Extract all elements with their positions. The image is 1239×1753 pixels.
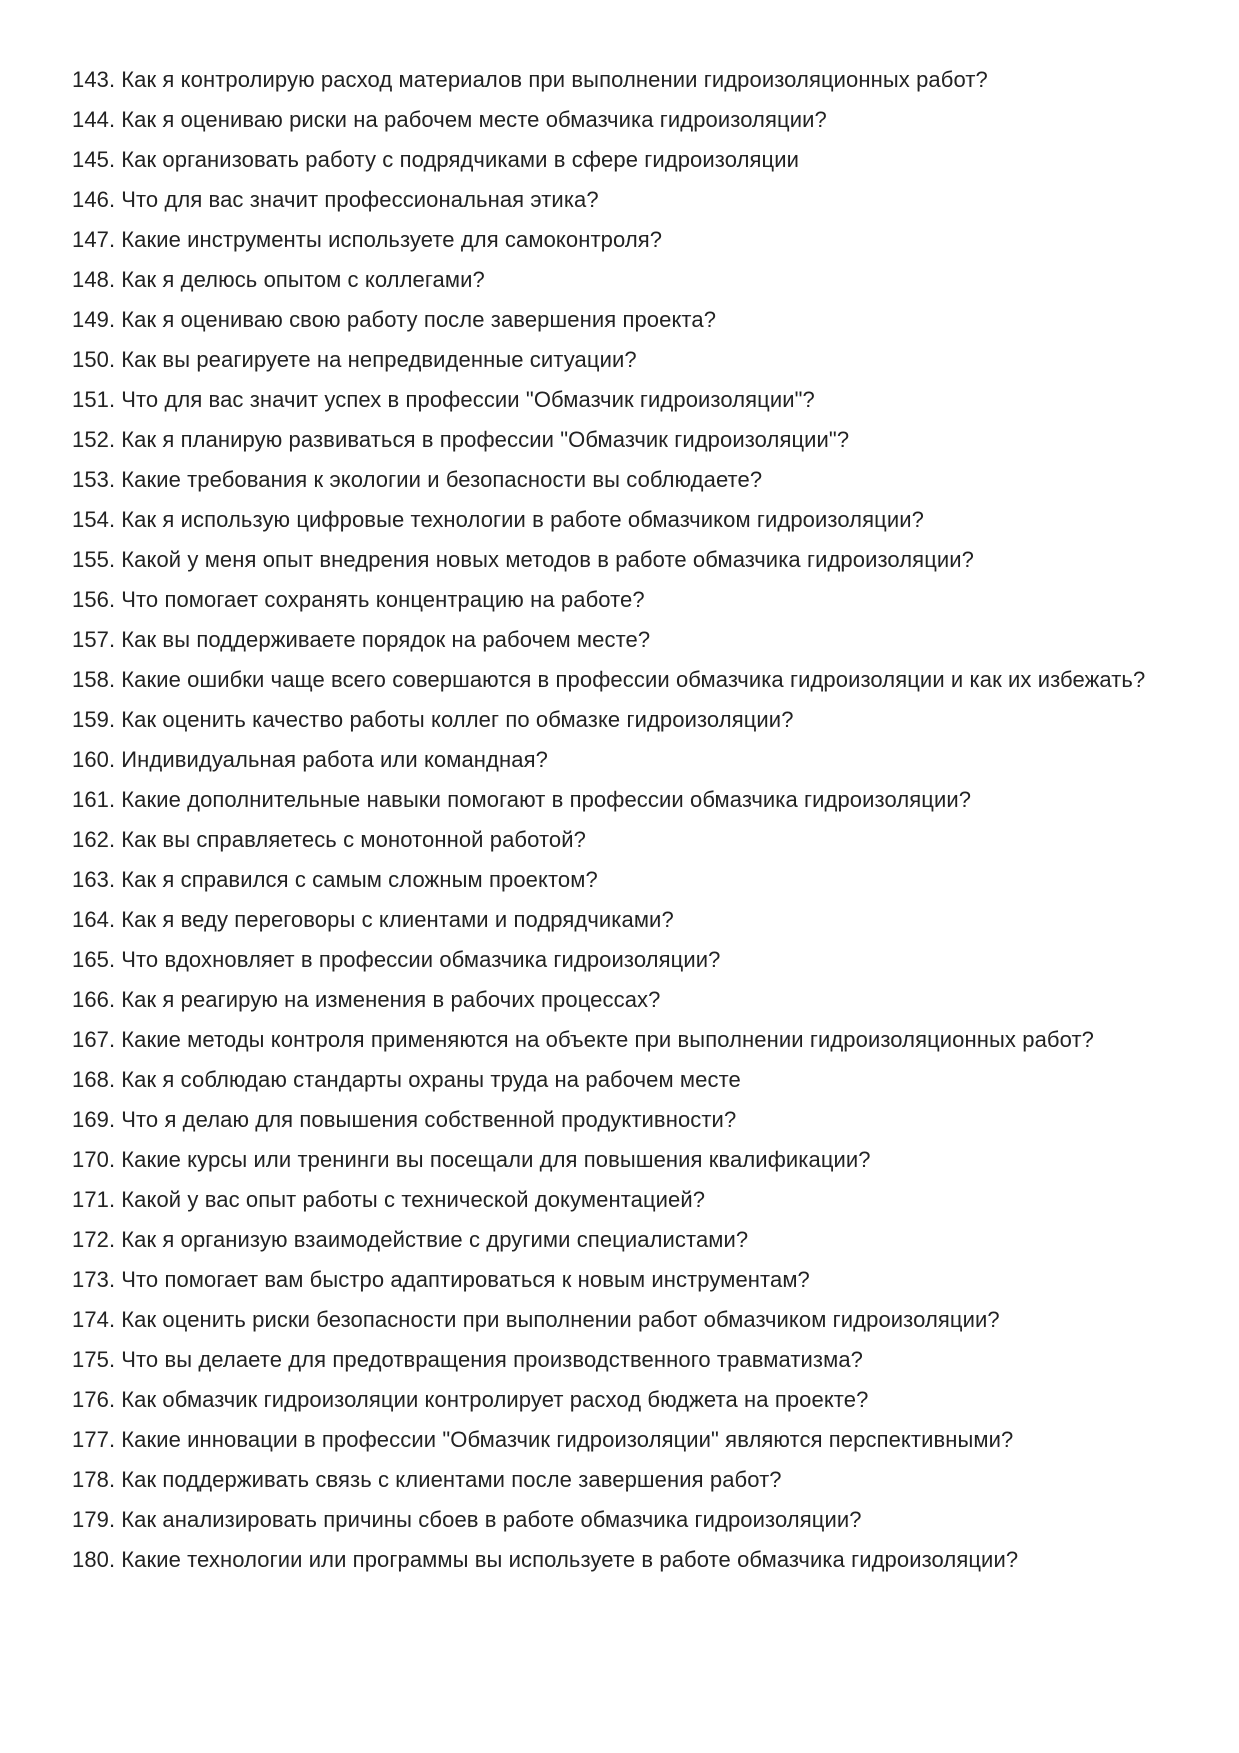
question-text: Как анализировать причины сбоев в работе обмазчика гидроизоляции? — [121, 1507, 862, 1532]
question-text: Какой у меня опыт внедрения новых методов в работе обмазчика гидроизоляции? — [121, 547, 975, 572]
question-item — [72, 900, 1152, 940]
question-number: 147. — [72, 227, 116, 252]
question-text: Какие технологии или программы вы используете в работе обмазчика гидроизоляции? — [121, 1547, 1019, 1572]
question-number: 145. — [72, 147, 116, 172]
question-item — [72, 540, 1152, 580]
question-number: 174. — [72, 1307, 116, 1332]
question-text: Какие требования к экологии и безопасности вы соблюдаете? — [121, 467, 763, 492]
question-text: Как я оцениваю риски на рабочем месте обмазчика гидроизоляции? — [121, 107, 827, 132]
question-item — [72, 1100, 1152, 1140]
question-text: Как я организую взаимодействие с другими специалистами? — [121, 1227, 749, 1252]
question-item — [72, 1340, 1152, 1380]
question-number: 162. — [72, 827, 116, 852]
question-number: 149. — [72, 307, 116, 332]
question-text: Как я делюсь опытом с коллегами? — [121, 267, 485, 292]
question-item — [72, 660, 1152, 700]
question-number: 163. — [72, 867, 116, 892]
question-item — [72, 1020, 1152, 1060]
question-text: Какие методы контроля применяются на объекте при выполнении гидроизоляционных работ? — [121, 1027, 1094, 1052]
question-item — [72, 460, 1152, 500]
question-item — [72, 1380, 1152, 1420]
question-text: Какие инновации в профессии "Обмазчик гидроизоляции" являются перспективными? — [121, 1427, 1014, 1452]
question-text: Что помогает сохранять концентрацию на работе? — [121, 587, 645, 612]
question-text: Что помогает вам быстро адаптироваться к новым инструментам? — [121, 1267, 810, 1292]
question-text: Что для вас значит профессиональная этика? — [121, 187, 599, 212]
question-number: 171. — [72, 1187, 116, 1212]
question-number: 169. — [72, 1107, 116, 1132]
question-item — [72, 820, 1152, 860]
question-text: Индивидуальная работа или командная? — [121, 747, 548, 772]
question-number: 155. — [72, 547, 116, 572]
question-text: Как поддерживать связь с клиентами после завершения работ? — [121, 1467, 782, 1492]
question-number: 166. — [72, 987, 116, 1012]
question-number: 148. — [72, 267, 116, 292]
question-item — [72, 260, 1152, 300]
question-number: 161. — [72, 787, 116, 812]
question-number: 165. — [72, 947, 116, 972]
question-number: 143. — [72, 67, 116, 92]
question-text: Как я справился с самым сложным проектом? — [121, 867, 598, 892]
question-item — [72, 780, 1152, 820]
question-text: Как обмазчик гидроизоляции контролирует расход бюджета на проекте? — [121, 1387, 869, 1412]
question-number: 157. — [72, 627, 116, 652]
question-text: Как вы поддерживаете порядок на рабочем месте? — [121, 627, 651, 652]
question-number: 177. — [72, 1427, 116, 1452]
question-text: Как вы справляетесь с монотонной работой? — [121, 827, 586, 852]
question-number: 159. — [72, 707, 116, 732]
question-item — [72, 1060, 1152, 1100]
question-text: Какие инструменты используете для самоконтроля? — [121, 227, 663, 252]
question-text: Что я делаю для повышения собственной продуктивности? — [121, 1107, 737, 1132]
question-item — [72, 180, 1152, 220]
question-number: 173. — [72, 1267, 116, 1292]
question-text: Как я соблюдаю стандарты охраны труда на рабочем месте — [121, 1067, 741, 1092]
question-text: Как вы реагируете на непредвиденные ситуации? — [121, 347, 637, 372]
question-text: Как я реагирую на изменения в рабочих процессах? — [121, 987, 661, 1012]
question-number: 152. — [72, 427, 116, 452]
question-item — [72, 980, 1152, 1020]
question-item — [72, 100, 1152, 140]
question-number: 160. — [72, 747, 116, 772]
question-number: 175. — [72, 1347, 116, 1372]
question-number: 178. — [72, 1467, 116, 1492]
question-item — [72, 1220, 1152, 1260]
question-text: Как оценить качество работы коллег по обмазке гидроизоляции? — [121, 707, 794, 732]
question-item — [72, 860, 1152, 900]
question-text: Какие ошибки чаще всего совершаются в профессии обмазчика гидроизоляции и как их избежать? — [121, 667, 1146, 692]
question-item — [72, 380, 1152, 420]
question-number: 170. — [72, 1147, 116, 1172]
question-number: 158. — [72, 667, 116, 692]
question-text: Как я планирую развиваться в профессии "Обмазчик гидроизоляции"? — [121, 427, 850, 452]
question-item — [72, 1500, 1152, 1540]
question-text: Какой у вас опыт работы с технической документацией? — [121, 1187, 706, 1212]
question-number: 151. — [72, 387, 116, 412]
question-number: 144. — [72, 107, 116, 132]
question-item — [72, 60, 1152, 100]
question-text: Как я контролирую расход материалов при выполнении гидроизоляционных работ? — [121, 67, 988, 92]
question-number: 172. — [72, 1227, 116, 1252]
question-item — [72, 140, 1152, 180]
question-number: 176. — [72, 1387, 116, 1412]
question-text: Что для вас значит успех в профессии "Обмазчик гидроизоляции"? — [121, 387, 815, 412]
question-item — [72, 1300, 1152, 1340]
question-number: 156. — [72, 587, 116, 612]
question-item — [72, 740, 1152, 780]
question-list — [72, 60, 1152, 1580]
question-text: Какие дополнительные навыки помогают в профессии обмазчика гидроизоляции? — [121, 787, 972, 812]
question-text: Как оценить риски безопасности при выполнении работ обмазчиком гидроизоляции? — [121, 1307, 1000, 1332]
question-item — [72, 620, 1152, 660]
question-item — [72, 300, 1152, 340]
question-item — [72, 1540, 1152, 1580]
question-item — [72, 1140, 1152, 1180]
question-number: 150. — [72, 347, 116, 372]
question-text: Что вдохновляет в профессии обмазчика гидроизоляции? — [121, 947, 721, 972]
question-item — [72, 1460, 1152, 1500]
question-item — [72, 420, 1152, 460]
question-text: Как я использую цифровые технологии в работе обмазчиком гидроизоляции? — [121, 507, 924, 532]
question-number: 167. — [72, 1027, 116, 1052]
question-text: Что вы делаете для предотвращения производственного травматизма? — [121, 1347, 864, 1372]
question-number: 180. — [72, 1547, 116, 1572]
question-item — [72, 1420, 1152, 1460]
question-number: 179. — [72, 1507, 116, 1532]
question-item — [72, 220, 1152, 260]
question-item — [72, 1180, 1152, 1220]
question-text: Как организовать работу с подрядчиками в сфере гидроизоляции — [121, 147, 799, 172]
question-number: 154. — [72, 507, 116, 532]
question-text: Как я веду переговоры с клиентами и подрядчиками? — [121, 907, 674, 932]
question-item — [72, 700, 1152, 740]
question-number: 168. — [72, 1067, 116, 1092]
question-number: 146. — [72, 187, 116, 212]
question-item — [72, 940, 1152, 980]
question-number: 153. — [72, 467, 116, 492]
question-item — [72, 1260, 1152, 1300]
question-item — [72, 500, 1152, 540]
question-text: Как я оцениваю свою работу после завершения проекта? — [121, 307, 717, 332]
question-number: 164. — [72, 907, 116, 932]
question-item — [72, 340, 1152, 380]
question-item — [72, 580, 1152, 620]
question-text: Какие курсы или тренинги вы посещали для повышения квалификации? — [121, 1147, 871, 1172]
